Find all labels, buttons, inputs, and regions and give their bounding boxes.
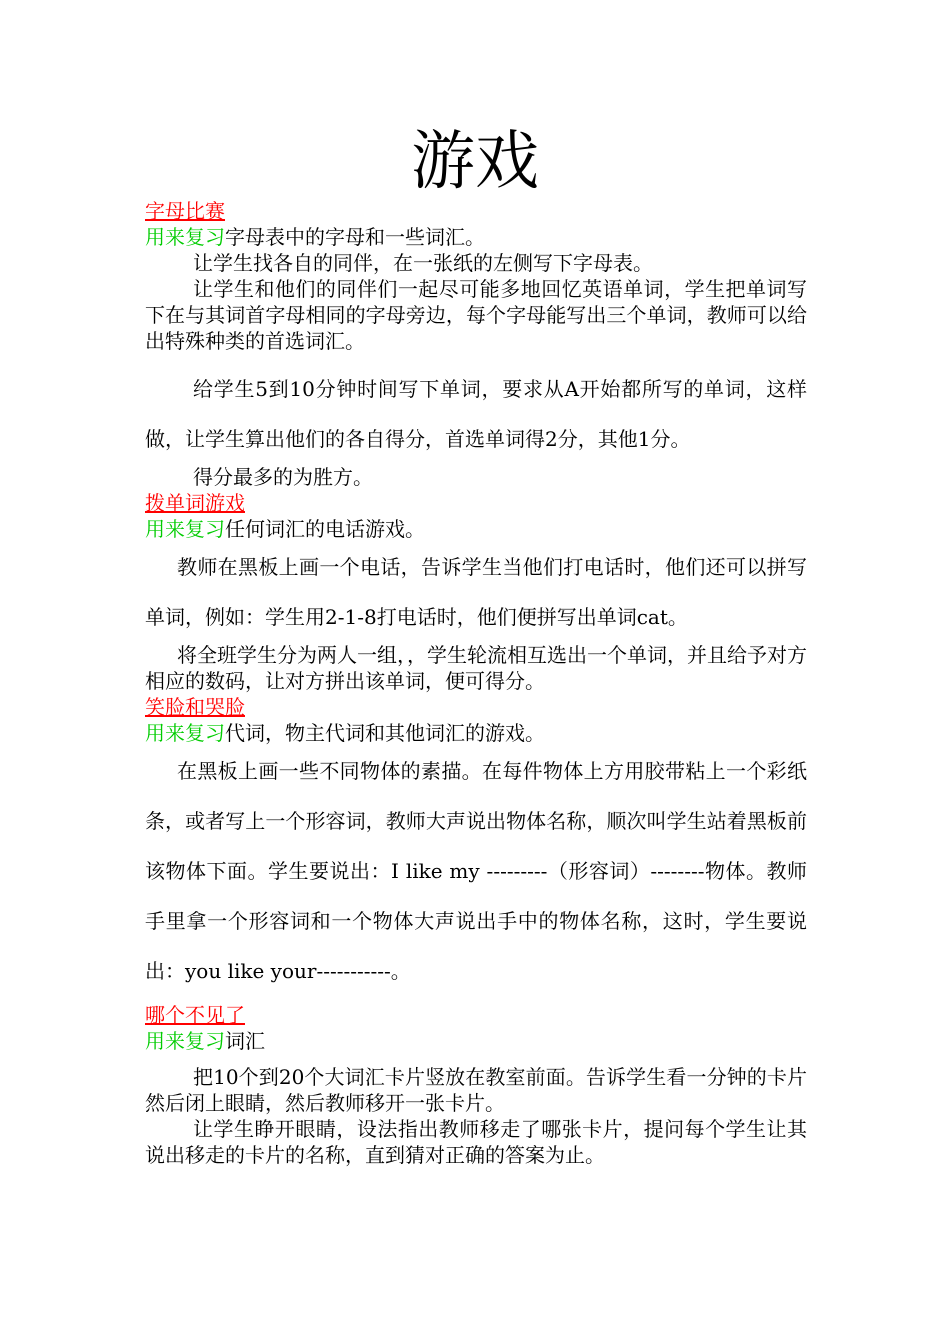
purpose-label: 用来复习 (145, 1029, 225, 1053)
page-title: 游戏 (411, 125, 539, 199)
purpose-text: 任何词汇的电话游戏。 (225, 517, 425, 541)
section-heading: 字母比赛 (145, 199, 225, 223)
paragraph: 得分最多的为胜方。 (193, 465, 373, 489)
paragraph: 把10个到20个大词汇卡片竖放在教室前面。告诉学生看一分钟的卡片然后闭上眼睛，然后教师移开一张卡片。 (145, 1065, 807, 1115)
paragraph: 让学生睁开眼睛，设法指出教师移走了哪张卡片，提问每个学生让其说出移走的卡片的名称，直到猜对正确的答案为止。 (145, 1117, 807, 1167)
section-heading: 笑脸和哭脸 (145, 695, 245, 719)
section-purpose (145, 1028, 807, 1054)
paragraph: 让学生和他们的同伴们一起尽可能多地回忆英语单词，学生把单词写下在与其词首字母相同的字母旁边，每个字母能写出三个单词，教师可以给出特殊种类的首选词汇。 (145, 277, 807, 353)
paragraph: 在黑板上画一些不同物体的素描。在每件物体上方用胶带粘上一个彩纸条，或者写上一个形容词，教师大声说出物体名称，顺次叫学生站着黑板前该物体下面。学生要说出：I like my ---------（形容词）--------物体。教师手里拿一个形容词和一个物体大声说出手中的物体名称，这时，学生要说出：you like your-----------。 (145, 759, 807, 983)
section-purpose (145, 224, 807, 250)
paragraph: 让学生找各自的同伴，在一张纸的左侧写下字母表。 (193, 251, 653, 275)
section-heading: 哪个不见了 (145, 1003, 245, 1027)
purpose-label: 用来复习 (145, 225, 225, 249)
section-purpose (145, 720, 807, 746)
purpose-label: 用来复习 (145, 517, 225, 541)
purpose-text: 代词，物主代词和其他词汇的游戏。 (225, 721, 545, 745)
paragraph: 给学生5到10分钟时间写下单词，要求从A开始都所写的单词，这样做，让学生算出他们的各自得分，首选单词得2分，其他1分。 (145, 377, 807, 451)
paragraph: 教师在黑板上画一个电话，告诉学生当他们打电话时，他们还可以拼写单词，例如：学生用2-1-8打电话时，他们便拼写出单词cat。 (145, 555, 807, 629)
section-purpose (145, 516, 807, 542)
document-body (145, 198, 807, 1168)
paragraph: 将全班学生分为两人一组，，学生轮流相互选出一个单词，并且给予对方相应的数码，让对方拼出该单词，便可得分。 (145, 643, 807, 693)
purpose-text: 词汇 (225, 1029, 265, 1053)
section-heading: 拨单词游戏 (145, 491, 245, 515)
purpose-label: 用来复习 (145, 721, 225, 745)
purpose-text: 字母表中的字母和一些词汇。 (225, 225, 485, 249)
